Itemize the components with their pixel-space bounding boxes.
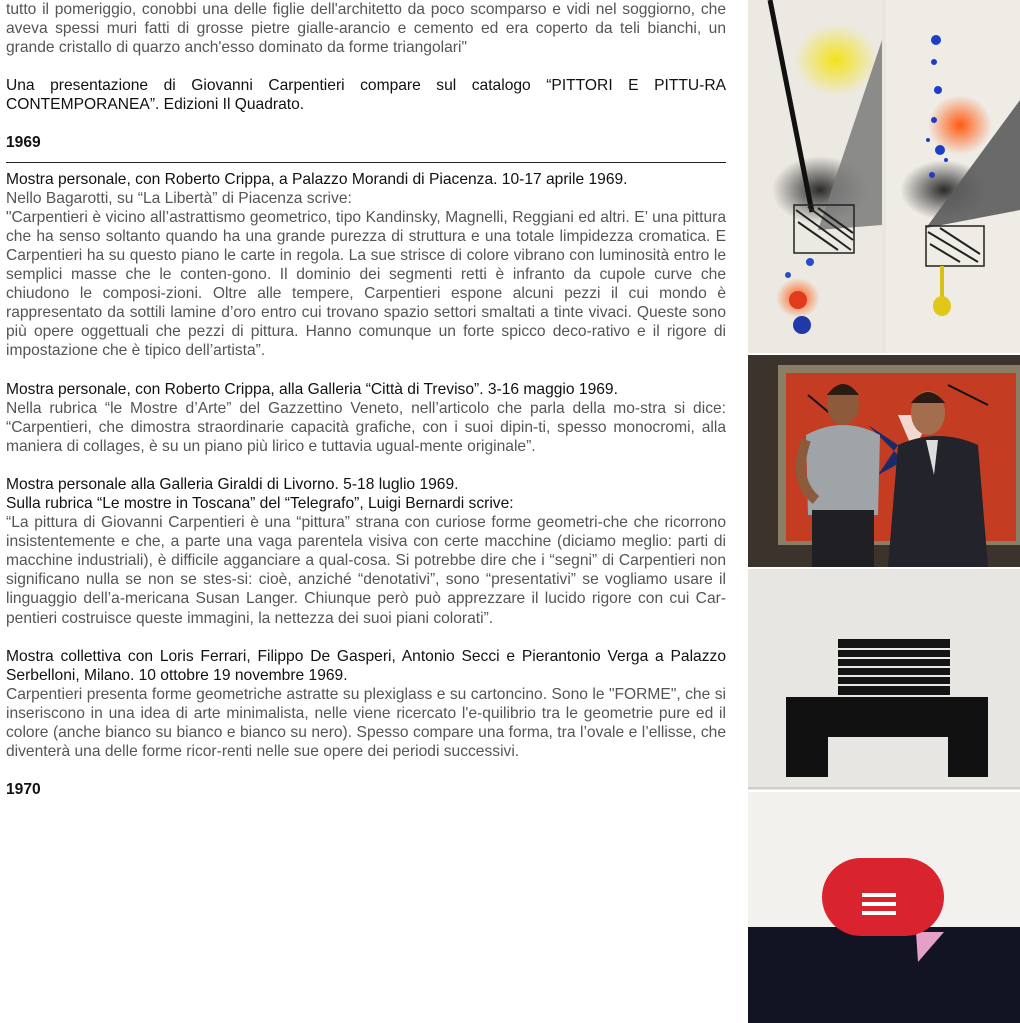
intro-paragraph-2: Una presentazione di Giovanni Carpentieri compare sul catalogo “PITTORI E PITTU-RA CONTEMPORANEA”. Edizioni Il Quadrato. bbox=[6, 77, 726, 114]
red-oval-artwork bbox=[748, 792, 1020, 1023]
geometric-form-artwork bbox=[748, 569, 1020, 790]
entry-heading: Mostra personale alla Galleria Giraldi di Livorno. 5-18 luglio 1969. Sulla rubrica “Le mostre in Toscana” del “Telegrafo”, Luigi Bernardi scrive: bbox=[6, 475, 514, 512]
entry-body: “La pittura di Giovanni Carpentieri è una “pittura” strana con curiose forme geometri-che che ricorrono insistentemente e che, a parte una vaga parentela visiva con certe macchine (diciamo meglio: parti di macchine industriali), è difficile agganciare a qual-cosa. Si potrebbe dire che i “segni” di Carpentieri non significano nulla se non se stes-si: cioè, anziché “denotativi”, sono “presentativi” se vogliamo usare il linguaggio dell’a-mericana Susan Langer. Chiunque però può apprezzare il lucido rigore con cui Car-pentieri costruisce queste immagini, la nettezza dei suoi piani colorati”. bbox=[6, 514, 726, 627]
abstract-paintings-image bbox=[748, 0, 1020, 353]
artwork-image-column bbox=[748, 0, 1020, 1023]
intro-paragraph-1: tutto il pomeriggio, conobbi una delle figlie dell'architetto da poco scomparso e vidi nel soggiorno, che aveva spessi muri fatti di grosse pietre gialle-arancio e cemento ed era coperto da teli bianchi, un grande cristallo di quarzo anch'esso dominato da forme triangolari" bbox=[6, 1, 726, 57]
entry-body: Nella rubrica “le Mostre d’Arte” del Gazzettino Veneto, nell’articolo che parla della mo-stra si dice: “Carpentieri, che dimostra straordinarie capacità grafiche, con i suoi dipin-ti, spesso monocromi, alla maniera di collages, è su un piano più lirico e tuttavia ugual-mente originale”. bbox=[6, 399, 726, 455]
entry-body: Nello Bagarotti, su “La Libertà” di Piacenza scrive: "Carpentieri è vicino all’astrattismo geometrico, tipo Kandinsky, Magnelli, Reggiani ed altri. E’ una pittura che ha senso soltanto quando ha una grande purezza di struttura e una totale limpidezza cromatica. E Carpentieri ha su questo piano le carte in regola. La sue strisce di colore vibrano con luminosità entro le semplici masse che le conten-gono. Il dominio dei segmenti retti è infranto da cupole curve che chiudono le composi-zioni. Oltre alle tempere, Carpentieri espone alcuni pezzi il cui mondo è rappresentato da sottili lamine d’oro entro cui trovano spazio settori smaltati a tinte vivaci. Queste sono più opere oggettuali che pezzi di pittura. Hanno comunque un forte spicco deco-rativo e il rigore di impostazione che è tipico dell’artista”. bbox=[6, 189, 726, 360]
entry-heading: Mostra personale, con Roberto Crippa, alla Galleria “Città di Treviso”. 3-16 maggio 1969. bbox=[6, 380, 618, 398]
entry-body: Carpentieri presenta forme geometriche astratte su plexiglass e su cartoncino. Sono le "FORME", che si inseriscono in una idea di arte minimalista, nelle viene ricercato l'e-quilibrio tra le geometrie pure ed il colore (anche bianco su bianco e bianco su nero). Spesso compare una forma, tra l’ovale e l’ellisse, che diventerà una delle forme ricor-renti nelle sue opere dei periodi successivi. bbox=[6, 685, 726, 761]
entry-heading: Mostra personale, con Roberto Crippa, a Palazzo Morandi di Piacenza. 10-17 aprile 1969. bbox=[6, 170, 628, 188]
year-heading-1969: 1969 bbox=[6, 134, 41, 152]
article-text bbox=[6, 0, 726, 799]
photo-artist-with-crippa bbox=[748, 355, 1020, 567]
entry-heading: Mostra collettiva con Loris Ferrari, Filippo De Gasperi, Antonio Secci e Pierantonio Verga a Palazzo Serbelloni, Milano. 10 ottobre 19 novembre 1969. bbox=[6, 647, 726, 684]
year-heading-1970: 1970 bbox=[6, 781, 41, 799]
section-divider bbox=[6, 162, 726, 163]
